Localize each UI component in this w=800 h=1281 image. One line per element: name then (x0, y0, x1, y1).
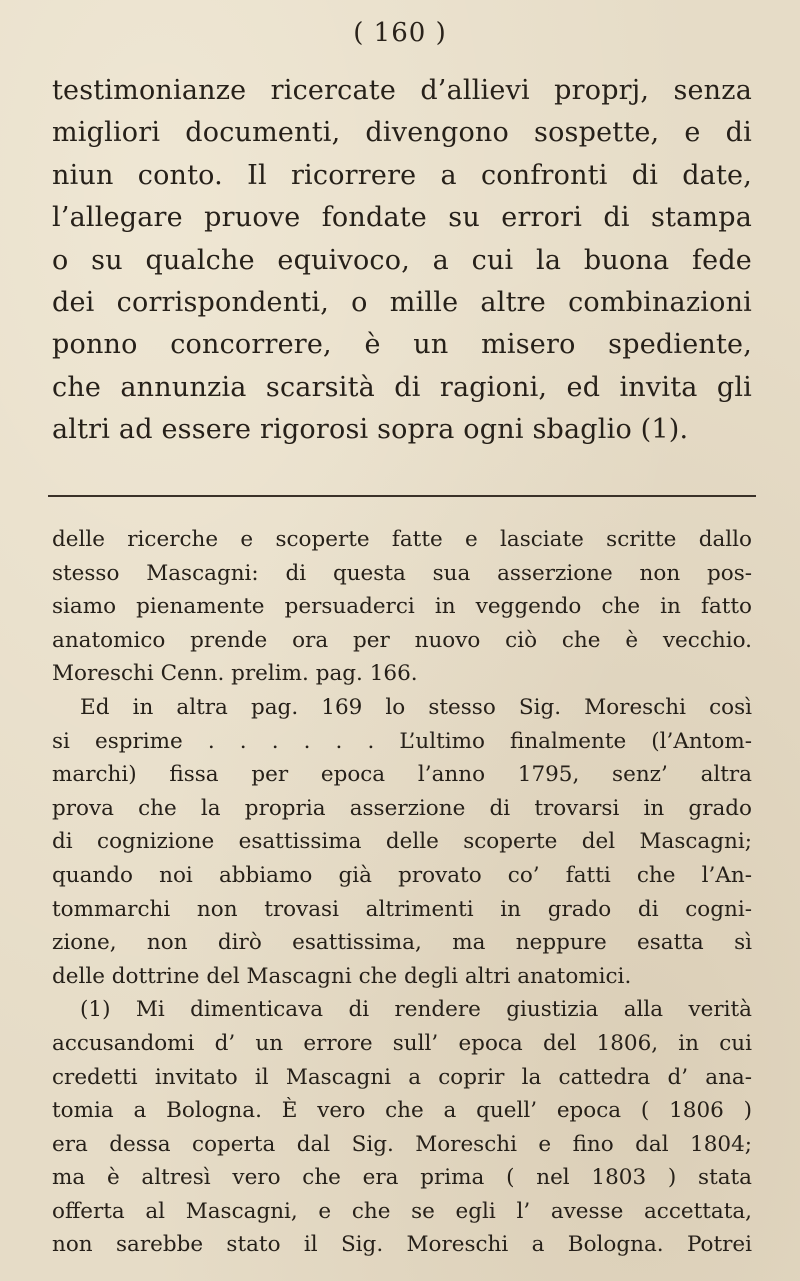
continued-note (52, 523, 752, 993)
main-text-line: niun conto. Il ricorrere a confronti di date, (52, 159, 752, 191)
note-line: delle ricerche e scoperte fatte e lasciate scritte dallo (52, 527, 752, 552)
footnotes (52, 523, 752, 1262)
note-line: (1) Mi dimenticava di rendere giustizia alla verità (80, 997, 752, 1023)
main-text (52, 70, 752, 452)
main-text-line: testimonianze ricercate d’allievi proprj, senza (52, 75, 752, 106)
note-line: delle dottrine del Mascagni che degli altri anatomici. (52, 963, 632, 989)
note-line: zione, non dirò esattissima, ma neppure esatta sì (52, 930, 752, 956)
page-number: ( 160 ) (353, 18, 447, 48)
note-line: marchi) fissa per epoca l’anno 1795, senz’ altra (52, 762, 752, 788)
note-line: di cognizione esattissima delle scoperte del Mascagni; (52, 829, 752, 855)
note-line: Ed in altra pag. 169 lo stesso Sig. Moreschi così (80, 694, 752, 720)
note-line: prova che la propria asserzione di trovarsi in grado (52, 795, 752, 821)
note-line: Moreschi Cenn. prelim. pag. 166. (52, 661, 418, 687)
main-text-line: o su qualche equivoco, a cui la buona fede (52, 244, 752, 276)
note-line: offerta al Mascagni, e che se egli l’ avesse accettata, (52, 1198, 752, 1224)
main-text-line: altri ad essere rigorosi sopra ogni sbaglio (1). (52, 414, 689, 446)
main-text-line: che annunzia scarsità di ragioni, ed invita gli (52, 371, 752, 403)
main-text-line: dei corrispondenti, o mille altre combinazioni (52, 287, 752, 319)
note-line: ma è altresì vero che era prima ( nel 1803 ) stata (52, 1165, 752, 1191)
note-line: si esprime . . . . . . L’ultimo finalmente (l’Antom- (52, 728, 752, 754)
note-line: tomia a Bologna. È vero che a quell’ epoca ( 1806 ) (52, 1098, 752, 1124)
note-line: credetti invitato il Mascagni a coprir la cattedra d’ ana- (52, 1064, 752, 1090)
note-line: era dessa coperta dal Sig. Moreschi e fino dal 1804; (52, 1131, 752, 1157)
note-line: anatomico prende ora per nuovo ciò che è vecchio. (52, 627, 752, 653)
note-line: tommarchi non trovasi altrimenti in grado di cogni- (52, 896, 752, 922)
note-line: siamo pienamente persuaderci in veggendo che in fatto (52, 594, 752, 620)
footnote-1 (52, 993, 752, 1262)
footnote-divider (48, 495, 756, 497)
main-text-line: ponno concorrere, è un misero spediente, (52, 329, 752, 361)
note-line: stesso Mascagni: di questa sua asserzione non pos- (52, 560, 752, 586)
note-line: accusandomi d’ un errore sull’ epoca del 1806, in cui (52, 1030, 752, 1056)
main-text-line: migliori documenti, divengono sospette, e di (52, 117, 752, 149)
note-line: quando noi abbiamo già provato co’ fatti che l’An- (52, 862, 752, 888)
main-text-line: l’allegare pruove fondate su errori di stampa (52, 202, 752, 234)
note-line: non sarebbe stato il Sig. Moreschi a Bologna. Potrei (52, 1232, 752, 1258)
